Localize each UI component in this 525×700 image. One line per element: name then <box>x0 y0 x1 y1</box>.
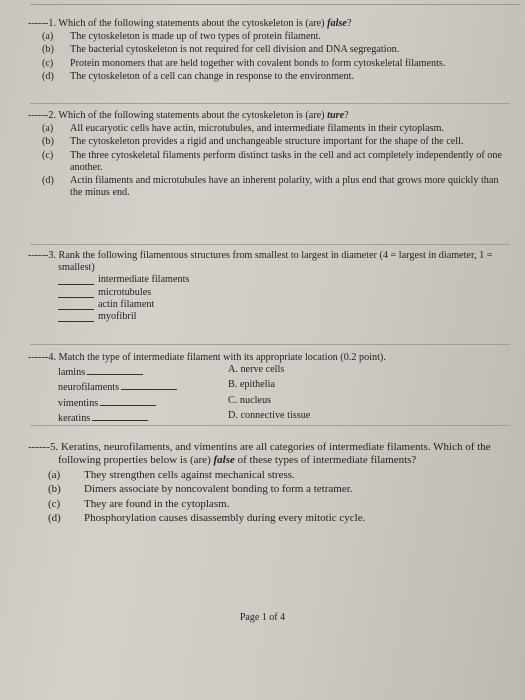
match-location: B. epithelia <box>228 379 275 391</box>
rank-item <box>28 287 508 299</box>
question-1-option-c <box>28 58 508 70</box>
option-letter: (c) <box>42 57 54 69</box>
match-term <box>58 410 228 425</box>
option-text: Protein monomers that are held together with covalent bonds to form cytoskeletal filaments. <box>70 57 446 69</box>
question-5-text: Keratins, neurofilaments, and vimentins are all categories of intermediate filaments. Which of the following properties below is (are) <box>58 441 491 467</box>
option-letter: (c) <box>42 149 54 161</box>
option-text: All eucaryotic cells have actin, microtubules, and intermediate filaments in their cytoplasm. <box>70 123 444 135</box>
answer-blank[interactable] <box>100 395 156 406</box>
option-text: The cytoskeleton of a cell can change in response to the environment. <box>70 70 355 82</box>
question-2-option-a <box>28 123 508 135</box>
answer-blank[interactable] <box>58 274 94 285</box>
option-letter: (d) <box>42 70 54 82</box>
rank-item-label: intermediate filaments <box>98 274 190 286</box>
question-4-number: ------4. <box>28 352 59 363</box>
option-text: Dimers associate by noncovalent bonding to form a tetramer. <box>84 483 353 496</box>
question-2-number: ------2. <box>28 110 59 121</box>
question-5-option-a <box>28 469 508 482</box>
question-5-number: ------5. <box>28 441 61 453</box>
question-5-stem <box>28 441 508 468</box>
match-term-label: vimentins <box>58 397 99 409</box>
match-term <box>58 364 228 379</box>
question-1-option-a <box>28 31 508 43</box>
question-1-stem <box>28 18 508 30</box>
question-1-number: ------1. <box>28 18 59 29</box>
top-rule <box>30 4 520 5</box>
question-5-emphasis: false <box>213 454 235 467</box>
answer-blank[interactable] <box>92 410 148 421</box>
question-3-stem <box>28 250 508 274</box>
rank-item <box>28 311 508 323</box>
question-2-option-b <box>28 136 508 148</box>
question-2-stem <box>28 110 508 122</box>
question-4-text: Match the type of intermediate filament with its appropriate location (0.2 point). <box>58 352 386 363</box>
option-letter: (d) <box>48 512 61 525</box>
option-text: The bacterial cytoskeleton is not required for cell division and DNA segregation. <box>70 44 400 56</box>
match-term <box>58 379 228 394</box>
question-4 <box>28 352 508 425</box>
question-2 <box>28 110 508 199</box>
option-letter: (c) <box>48 497 61 510</box>
question-3-number: ------3. <box>28 250 59 261</box>
question-1 <box>28 18 508 83</box>
answer-blank[interactable] <box>58 299 94 310</box>
option-letter: (a) <box>48 468 61 481</box>
question-2-option-d <box>28 175 508 199</box>
question-1-emphasis: false <box>327 18 347 29</box>
question-5 <box>28 441 508 525</box>
question-1-text: Which of the following statements about the cytoskeleton is (are) <box>58 18 328 29</box>
answer-blank[interactable] <box>58 287 94 298</box>
question-5-option-b <box>28 483 508 496</box>
option-text: Actin filaments and microtubules have an inherent polarity, with a plus end that grows more quickly than the minus end. <box>70 175 499 199</box>
section-divider <box>30 344 510 345</box>
match-grid <box>28 364 508 425</box>
rank-item-label: microtubules <box>98 286 152 298</box>
question-2-emphasis: ture <box>327 110 345 121</box>
question-4-stem <box>28 352 508 364</box>
question-3-text: Rank the following filamentous structures from smallest to largest in diameter (4 = largest in diameter, 1 = smallest) <box>58 250 493 274</box>
option-text: The cytoskeleton provides a rigid and unchangeable structure important for the shape of the cell. <box>70 136 464 148</box>
option-text: They are found in the cytoplasm. <box>84 497 230 510</box>
option-text: Phosphorylation causes disassembly during every mitotic cycle. <box>84 512 366 525</box>
match-location: A. nerve cells <box>228 364 285 376</box>
question-2-text-end: ? <box>344 110 349 121</box>
option-letter: (b) <box>42 136 54 148</box>
rank-item-label: myofibril <box>98 311 137 323</box>
option-text: The cytoskeleton is made up of two types of protein filament. <box>70 31 321 43</box>
question-5-option-d <box>28 512 508 525</box>
question-2-option-c <box>28 150 508 174</box>
match-location: D. connective tissue <box>228 409 311 421</box>
question-1-option-b <box>28 44 508 56</box>
question-1-text-end: ? <box>346 18 352 29</box>
match-term-label: keratins <box>58 412 91 424</box>
question-3 <box>28 250 508 323</box>
page-footer: Page 1 of 4 <box>239 612 286 623</box>
option-text: They strengthen cells against mechanical stress. <box>84 468 295 481</box>
option-letter: (b) <box>48 483 61 496</box>
option-text: The three cytoskeletal filaments perform distinct tasks in the cell and act completely independently of one another. <box>70 149 502 173</box>
answer-blank[interactable] <box>87 364 143 375</box>
match-term <box>58 395 228 410</box>
rank-item <box>28 299 508 311</box>
section-divider <box>30 425 510 426</box>
match-location: C. nucleus <box>228 394 272 406</box>
rank-item-label: actin filament <box>98 298 155 310</box>
question-5-option-c <box>28 498 508 511</box>
match-term-label: lamins <box>58 367 86 379</box>
question-2-text: Which of the following statements about the cytoskeleton is (are) <box>58 110 328 121</box>
option-letter: (b) <box>42 44 54 56</box>
rank-item <box>28 274 508 286</box>
question-1-option-d <box>28 71 508 83</box>
section-divider <box>30 103 510 104</box>
section-divider <box>30 244 510 245</box>
option-letter: (d) <box>42 175 54 187</box>
question-5-text-end: of these types of intermediate filaments? <box>234 454 417 467</box>
answer-blank[interactable] <box>121 379 177 390</box>
answer-blank[interactable] <box>58 311 94 322</box>
option-letter: (a) <box>42 31 54 43</box>
match-term-label: neurofilaments <box>58 382 120 394</box>
option-letter: (a) <box>42 123 54 135</box>
